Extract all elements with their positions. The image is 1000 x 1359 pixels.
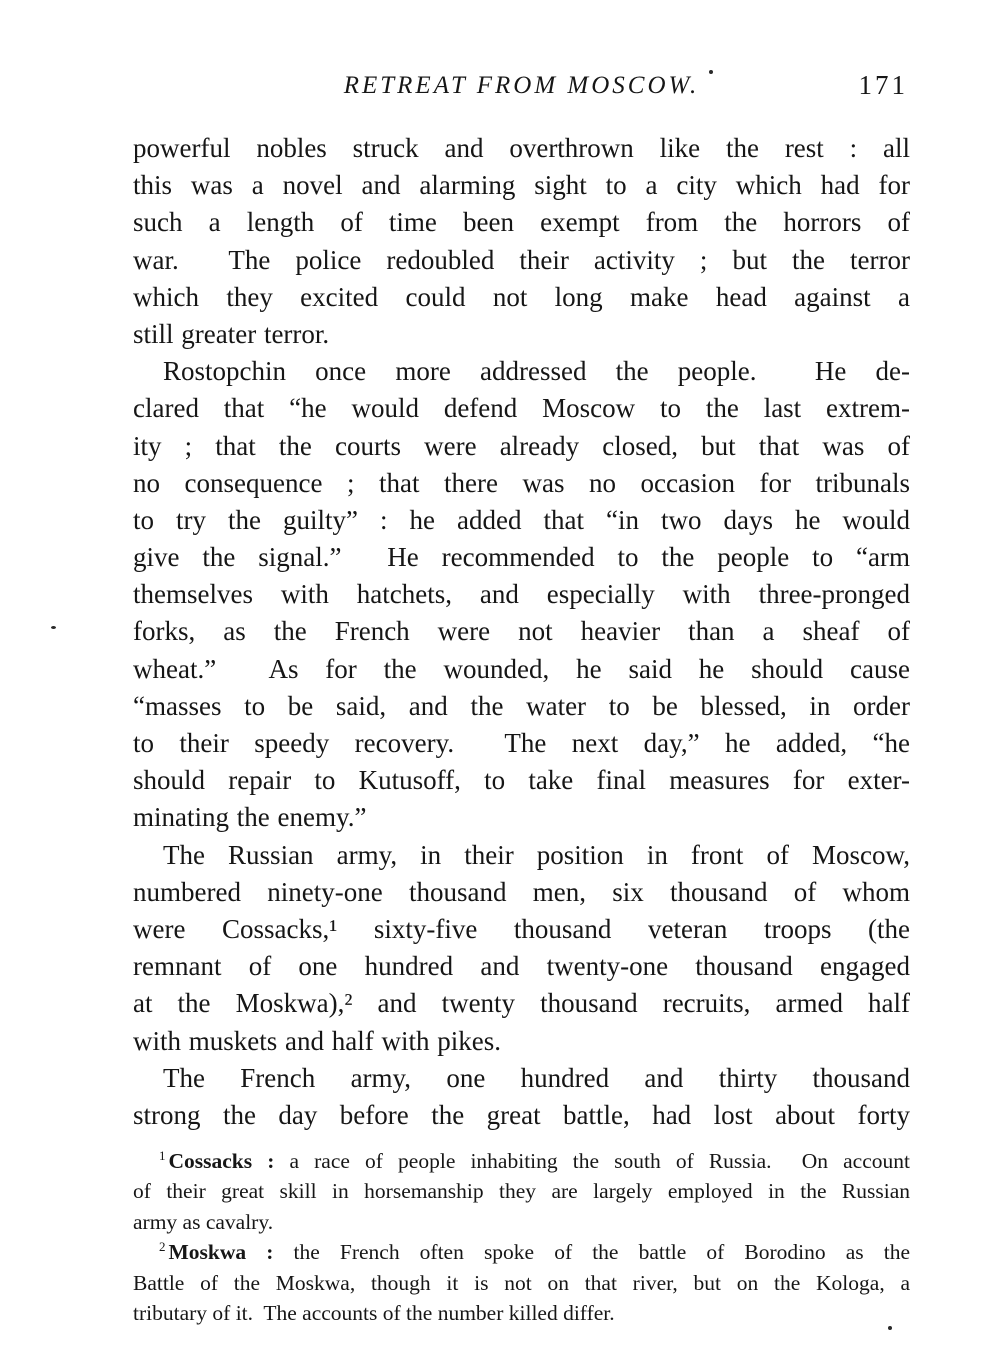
text-line: The French army, one hundred and thirty thousand — [163, 1062, 910, 1093]
footnote-marker: 1 — [159, 1147, 166, 1163]
footnote-line — [133, 1237, 910, 1267]
footnote-line: of their great skill in horsemanship they are largely employed in the Russian — [133, 1179, 910, 1204]
text-line: should repair to Kutusoff, to take final measures for exter- — [133, 765, 910, 796]
text-line: forks, as the French were not heavier than a sheaf of — [133, 616, 910, 647]
text-line: themselves with hatchets, and especially with three-pronged — [133, 579, 910, 610]
body-text — [133, 130, 910, 1134]
text-line: to their speedy recovery. The next day,” he added, “he — [133, 728, 910, 758]
text-line: strong the day before the great battle, had lost about forty — [133, 1099, 910, 1130]
text-line: wheat.” As for the wounded, he said he should cause — [133, 653, 910, 684]
text-line: such a length of time been exempt from the horrors of — [133, 207, 910, 238]
scan-speck — [888, 1326, 892, 1330]
running-head — [133, 72, 910, 106]
footnote-line: army as cavalry. — [133, 1209, 274, 1234]
text-line: minating the enemy.” — [133, 802, 367, 833]
footnotes — [133, 1146, 910, 1328]
text-line: ity ; that the courts were already closed, but that was of — [133, 430, 910, 461]
text-line: “masses to be said, and the water to be blessed, in order — [133, 690, 910, 721]
page-number: 171 — [858, 70, 908, 100]
text-line: powerful nobles struck and overthrown like the rest : all — [133, 133, 910, 163]
footnote-term: Cossacks : — [168, 1149, 275, 1173]
text-line: were Cossacks,¹ sixty-five thousand veteran troops (the — [133, 913, 910, 944]
text-line: Rostopchin once more addressed the people. He de- — [163, 356, 910, 387]
text-line: The Russian army, in their position in front of Moscow, — [163, 839, 910, 870]
text-line: at the Moskwa),² and twenty thousand recruits, armed half — [133, 988, 910, 1019]
text-line: remnant of one hundred and twenty-one thousand engaged — [133, 951, 910, 982]
footnote-term: Moskwa : — [168, 1240, 274, 1265]
text-line: to try the guilty” : he added that “in two days he would — [133, 504, 910, 535]
text-line: still greater terror. — [133, 318, 330, 349]
text-line: give the signal.” He recommended to the people to “arm — [133, 542, 910, 573]
footnote-text: the French often spoke of the battle of Borodino as the — [293, 1240, 910, 1265]
footnote-marker: 2 — [159, 1239, 166, 1255]
scan-speck — [709, 70, 713, 74]
text-line: numbered ninety-one thousand men, six thousand of whom — [133, 876, 910, 907]
footnote-line — [133, 1146, 910, 1176]
text-line: no consequence ; that there was no occasion for tribunals — [133, 467, 910, 498]
footnote-line: tributary of it. The accounts of the number killed differ. — [133, 1300, 615, 1325]
scan-speck — [51, 626, 56, 629]
footnote-text: a race of people inhabiting the south of Russia. On account — [289, 1149, 910, 1173]
text-line: with muskets and half with pikes. — [133, 1025, 501, 1056]
footnote-line: Battle of the Moskwa, though it is not on that river, but on the Kologa, a — [133, 1270, 910, 1295]
text-line: which they excited could not long make head against a — [133, 281, 910, 312]
text-line: this was a novel and alarming sight to a city which had for — [133, 170, 910, 201]
text-line: war. The police redoubled their activity ; but the terror — [133, 244, 910, 275]
running-title: RETREAT FROM MOSCOW. — [343, 72, 700, 99]
text-line: clared that “he would defend Moscow to the last extrem- — [133, 393, 910, 424]
